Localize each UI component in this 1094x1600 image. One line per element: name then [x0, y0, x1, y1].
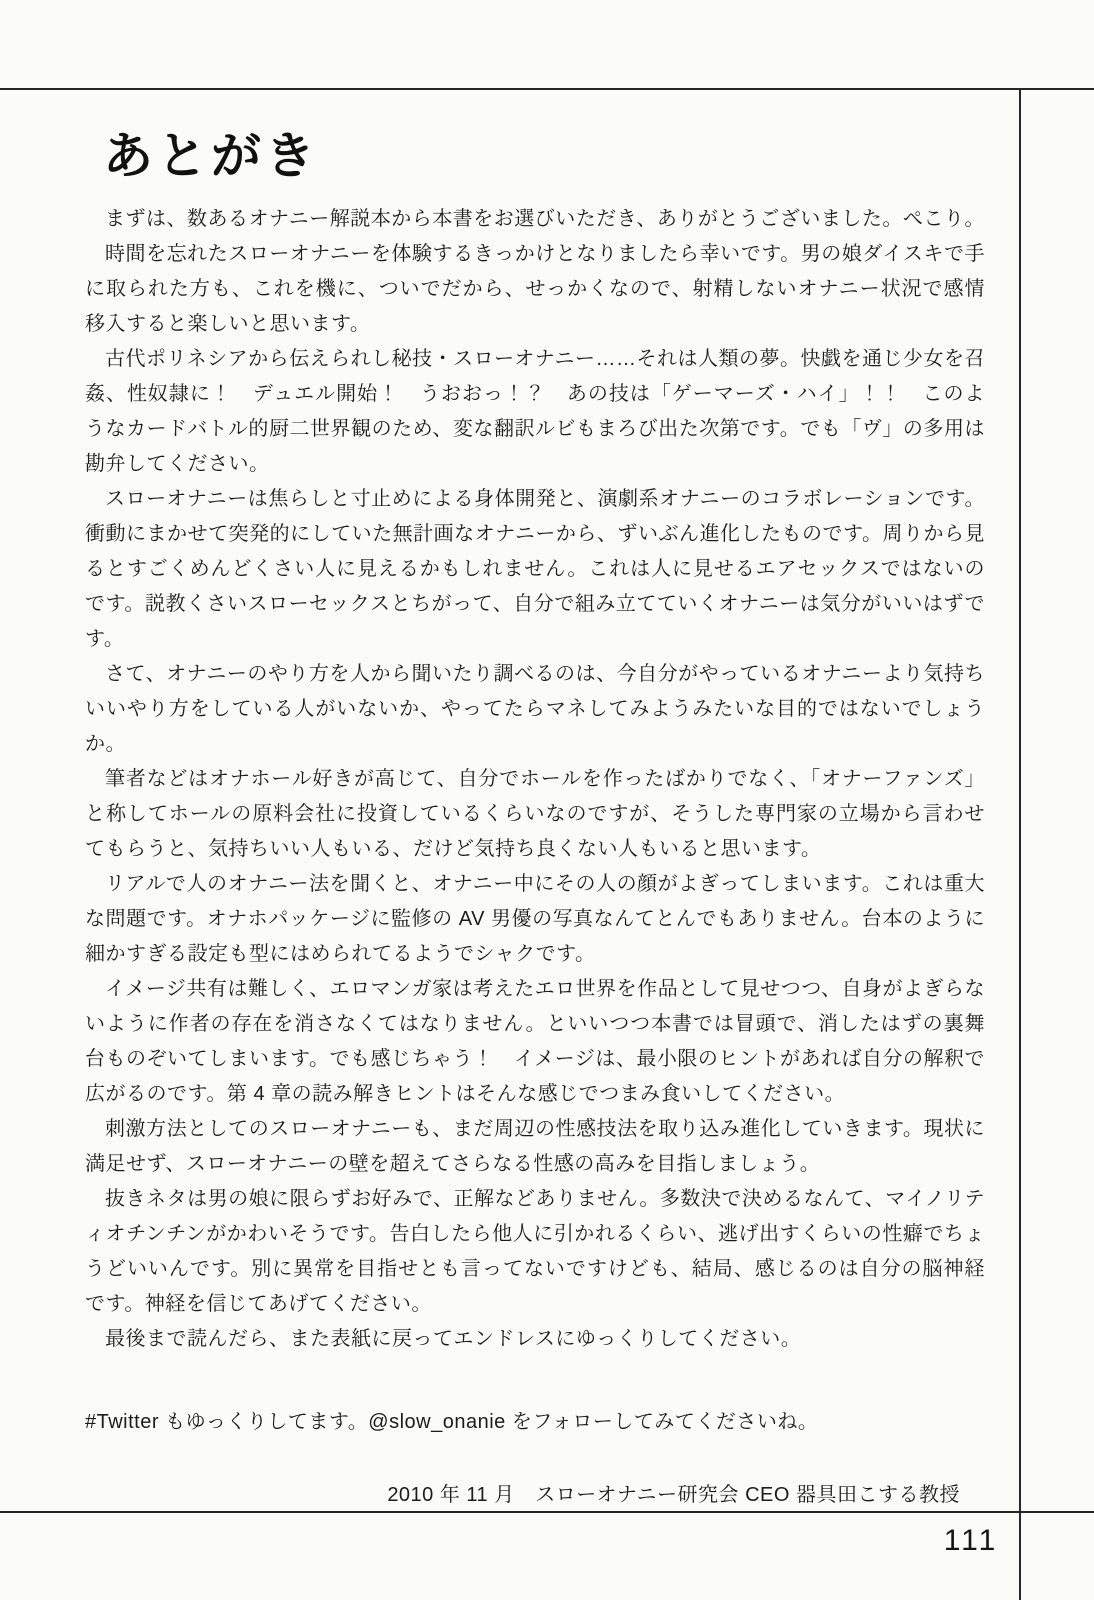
paragraph: まずは、数あるオナニー解説本から本書をお選びいただき、ありがとうございました。ぺこり。: [105, 208, 985, 230]
paragraph: 抜きネタは男の娘に限らずお好みで、正解などありません。多数決で決めるなんて、マイノリティオチンチンがかわいそうです。告白したら他人に引かれるくらい、逃げ出すくらいの性癖でちょうどいいんです。別に異常を目指せとも言ってないですけども、結局、感じるのは自分の脳神経です。神経を信じてあげてください。: [85, 1188, 985, 1315]
paragraph: 時間を忘れたスローオナニーを体験するきっかけとなりましたら幸いです。男の娘ダイスキで手に取られた方も、これを機に、ついでだから、せっかくなので、射精しないオナニー状況で感情移入すると楽しいと思います。: [85, 243, 985, 335]
paragraph: イメージ共有は難しく、エロマンガ家は考えたエロ世界を作品として見せつつ、自身がよぎらないように作者の存在を消さなくてはなりません。といいつつ本書では冒頭で、消したはずの裏舞台ものぞいてしまいます。でも感じちゃう！ イメージは、最小限のヒントがあれば自分の解釈で広がるのです。第 4 章の読み解きヒントはそんな感じでつまみ食いしてください。: [85, 978, 985, 1105]
paragraph: さて、オナニーのやり方を人から聞いたり調べるのは、今自分がやっているオナニーより気持ちいいやり方をしている人がいないか、やってたらマネしてみようみたいな目的ではないでしょうか。: [85, 663, 985, 755]
afterword-content: [85, 90, 985, 1513]
paragraph: 古代ポリネシアから伝えられし秘技・スローオナニー……それは人類の夢。快戯を通じ少女を召姦、性奴隷に！ デュエル開始！ うおおっ！？ あの技は「ゲーマーズ・ハイ」！！ このようなカードバトル的厨二世界観のため、変な翻訳ルビもまろび出た次第です。でも「ヴ」の多用は勘弁してください。: [85, 348, 985, 475]
page-title: あとがき: [103, 128, 319, 184]
paragraph: 最後まで読んだら、また表紙に戻ってエンドレスにゆっくりしてください。: [105, 1328, 802, 1350]
signature-line: 2010 年 11 月 スローオナニー研究会 CEO 器具田こする教授: [387, 1484, 960, 1506]
right-vertical-rule: [1019, 88, 1021, 1600]
page-number: 111: [943, 1524, 999, 1557]
twitter-note: #Twitter もゆっくりしてます。@slow_onanie をフォローしてみてくださいね。: [85, 1411, 819, 1433]
paragraph: スローオナニーは焦らしと寸止めによる身体開発と、演劇系オナニーのコラボレーションです。衝動にまかせて突発的にしていた無計画なオナニーから、ずいぶん進化したものです。周りから見るとすごくめんどくさい人に見えるかもしれません。これは人に見せるエアセックスではないのです。説教くさいスローセックスとちがって、自分で組み立てていくオナニーは気分がいいはずです。: [85, 488, 985, 650]
paragraph: リアルで人のオナニー法を聞くと、オナニー中にその人の顔がよぎってしまいます。これは重大な問題です。オナホパッケージに監修の AV 男優の写真なんてとんでもありません。台本のように細かすぎる設定も型にはめられてるようでシャクです。: [85, 873, 985, 965]
paragraph: 筆者などはオナホール好きが高じて、自分でホールを作ったばかりでなく、「オナーファンズ」と称してホールの原料会社に投資しているくらいなのですが、そうした専門家の立場から言わせてもらうと、気持ちいい人もいる、だけど気持ち良くない人もいると思います。: [85, 768, 985, 860]
afterword-body: [85, 202, 985, 1357]
paragraph: 刺激方法としてのスローオナニーも、まだ周辺の性感技法を取り込み進化していきます。現状に満足せず、スローオナニーの壁を超えてさらなる性感の高みを目指しましょう。: [85, 1118, 985, 1175]
